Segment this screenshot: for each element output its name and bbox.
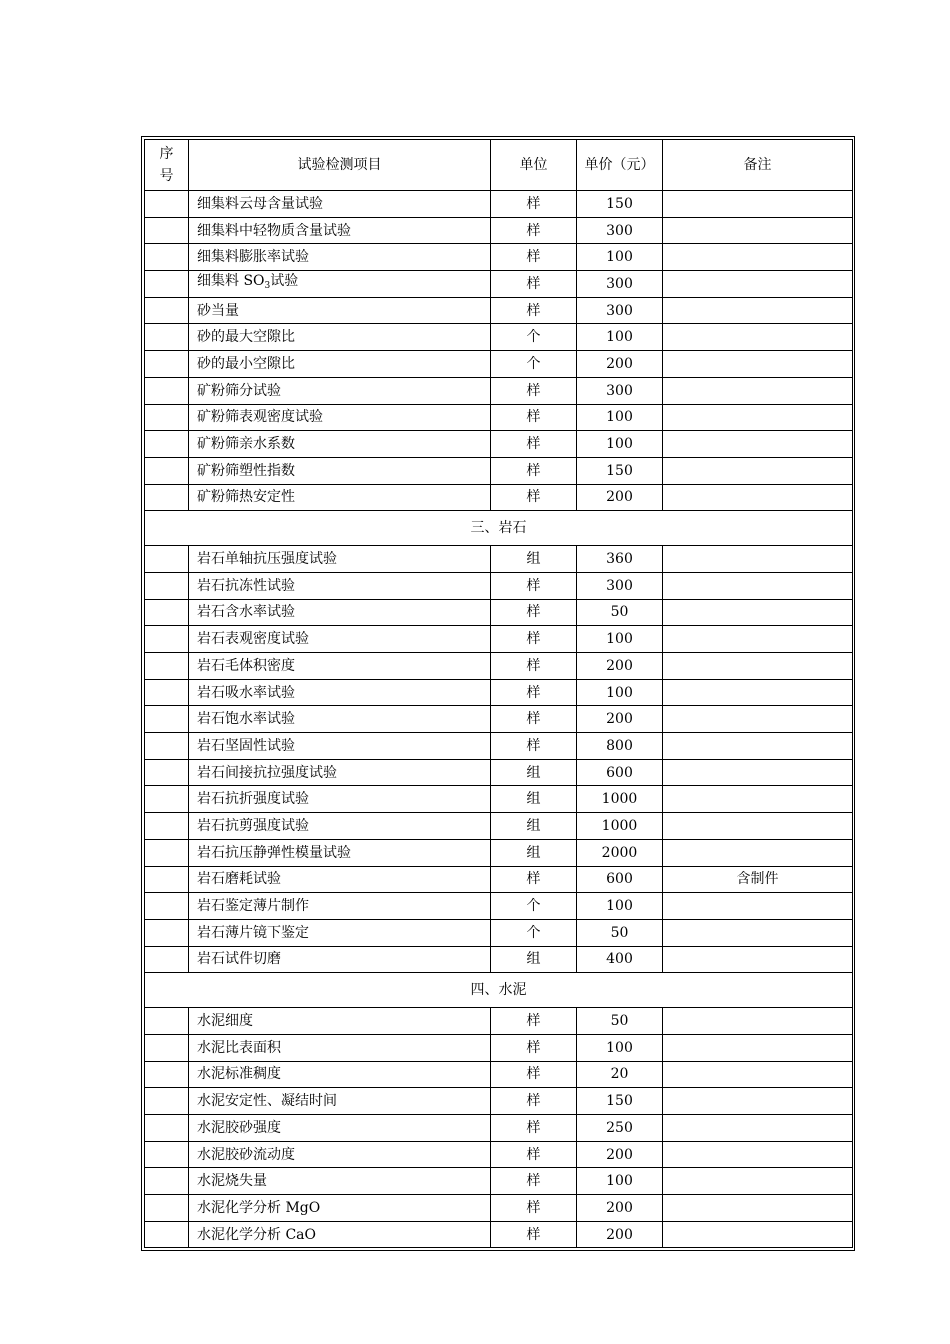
row-item-cell: 矿粉筛亲水系数 [189,431,491,458]
row-item-cell: 岩石间接抗拉强度试验 [189,759,491,786]
row-unit-cell: 组 [491,813,577,840]
row-index-cell [145,919,189,946]
row-price-cell: 100 [577,1168,663,1195]
row-item-cell: 水泥安定性、凝结时间 [189,1088,491,1115]
row-item-cell: 水泥比表面积 [189,1034,491,1061]
row-price-cell: 200 [577,706,663,733]
row-unit-cell: 样 [491,653,577,680]
row-note-cell [663,457,853,484]
row-price-cell: 300 [577,271,663,298]
table-row [145,1008,853,1035]
row-price-cell: 1000 [577,786,663,813]
row-index-cell [145,679,189,706]
table-row [145,759,853,786]
row-item-cell: 水泥化学分析 MgO [189,1195,491,1222]
row-note-cell [663,786,853,813]
table-row [145,626,853,653]
row-note-cell [663,377,853,404]
row-price-cell: 100 [577,1034,663,1061]
table-row [145,457,853,484]
header-unit: 单位 [491,140,577,191]
price-table-frame [141,136,855,1251]
table-row [145,217,853,244]
row-index-cell [145,1034,189,1061]
table-row [145,404,853,431]
row-price-cell: 600 [577,866,663,893]
table-row [145,813,853,840]
row-note-cell [663,1061,853,1088]
row-index-cell [145,1141,189,1168]
row-item-cell: 岩石单轴抗压强度试验 [189,546,491,573]
row-index-cell [145,946,189,973]
row-unit-cell: 样 [491,706,577,733]
row-item-cell: 岩石毛体积密度 [189,653,491,680]
row-index-cell [145,839,189,866]
section-title: 三、岩石 [145,511,853,546]
row-item-cell: 细集料云母含量试验 [189,191,491,218]
row-index-cell [145,1061,189,1088]
row-unit-cell: 样 [491,679,577,706]
row-price-cell: 300 [577,217,663,244]
row-index-cell [145,217,189,244]
row-unit-cell: 样 [491,1195,577,1222]
row-unit-cell: 样 [491,244,577,271]
row-price-cell: 200 [577,351,663,378]
row-unit-cell: 个 [491,893,577,920]
table-row [145,919,853,946]
row-note-cell [663,839,853,866]
table-row [145,297,853,324]
section-header-row [145,973,853,1008]
header-item: 试验检测项目 [189,140,491,191]
row-note-cell [663,653,853,680]
row-index-cell [145,733,189,760]
row-price-cell: 2000 [577,839,663,866]
table-row [145,653,853,680]
row-note-cell [663,217,853,244]
row-unit-cell: 个 [491,324,577,351]
table-row [145,893,853,920]
price-table [144,139,853,1248]
row-index-cell [145,1008,189,1035]
row-item-cell: 砂当量 [189,297,491,324]
row-price-cell: 150 [577,457,663,484]
header-index-line1: 序 [159,146,174,162]
row-index-cell [145,866,189,893]
row-note-cell [663,572,853,599]
row-price-cell: 300 [577,572,663,599]
row-note-cell [663,1141,853,1168]
row-index-cell [145,297,189,324]
row-index-cell [145,1221,189,1248]
row-item-prefix: 细集料 SO [197,273,265,290]
row-note-cell [663,919,853,946]
row-index-cell [145,786,189,813]
row-note-cell [663,1221,853,1248]
row-note-cell [663,271,853,298]
header-note: 备注 [663,140,853,191]
table-row [145,786,853,813]
row-price-cell: 800 [577,733,663,760]
row-index-cell [145,1115,189,1142]
row-note-cell [663,1115,853,1142]
table-row [145,572,853,599]
row-unit-cell: 样 [491,1061,577,1088]
row-item-cell: 岩石坚固性试验 [189,733,491,760]
row-price-cell: 50 [577,919,663,946]
row-unit-cell: 个 [491,919,577,946]
row-unit-cell: 样 [491,297,577,324]
row-note-cell [663,297,853,324]
row-price-cell: 100 [577,244,663,271]
row-price-cell: 200 [577,484,663,511]
row-index-cell [145,572,189,599]
row-item-cell: 岩石饱水率试验 [189,706,491,733]
row-item-cell: 砂的最大空隙比 [189,324,491,351]
row-price-cell: 150 [577,1088,663,1115]
row-index-cell [145,457,189,484]
row-unit-cell: 组 [491,786,577,813]
table-row [145,377,853,404]
row-price-cell: 50 [577,599,663,626]
row-price-cell: 100 [577,679,663,706]
row-price-cell: 1000 [577,813,663,840]
row-index-cell [145,484,189,511]
table-row [145,191,853,218]
table-row [145,733,853,760]
table-row [145,324,853,351]
row-index-cell [145,1195,189,1222]
row-note-cell [663,733,853,760]
row-index-cell [145,377,189,404]
row-item-cell: 矿粉筛分试验 [189,377,491,404]
table-row [145,946,853,973]
row-note-cell [663,706,853,733]
row-unit-cell: 样 [491,191,577,218]
row-unit-cell: 组 [491,546,577,573]
row-item-cell: 岩石磨耗试验 [189,866,491,893]
header-index [145,140,189,191]
row-note-cell [663,893,853,920]
row-unit-cell: 样 [491,1168,577,1195]
row-unit-cell: 样 [491,1008,577,1035]
row-item-cell: 水泥胶砂流动度 [189,1141,491,1168]
row-note-cell [663,191,853,218]
row-unit-cell: 样 [491,484,577,511]
table-row [145,271,853,298]
row-item-cell: 水泥胶砂强度 [189,1115,491,1142]
header-price: 单价（元） [577,140,663,191]
row-price-cell: 300 [577,297,663,324]
row-price-cell: 50 [577,1008,663,1035]
row-unit-cell: 组 [491,839,577,866]
row-item-suffix: 试验 [270,273,299,290]
row-note-cell [663,484,853,511]
row-unit-cell: 样 [491,271,577,298]
row-unit-cell: 样 [491,1141,577,1168]
row-price-cell: 360 [577,546,663,573]
table-row [145,1115,853,1142]
row-note-cell [663,626,853,653]
section-header-row [145,511,853,546]
table-row [145,599,853,626]
row-item-cell: 砂的最小空隙比 [189,351,491,378]
section-title: 四、水泥 [145,973,853,1008]
row-note-cell [663,599,853,626]
row-note-cell [663,244,853,271]
row-price-cell: 600 [577,759,663,786]
table-row [145,546,853,573]
row-item-cell: 岩石吸水率试验 [189,679,491,706]
row-note-cell [663,1008,853,1035]
row-unit-cell: 样 [491,404,577,431]
table-row [145,1061,853,1088]
row-note-cell: 含制件 [663,866,853,893]
row-unit-cell: 样 [491,1088,577,1115]
row-unit-cell: 样 [491,377,577,404]
table-row [145,244,853,271]
row-item-cell: 矿粉筛热安定性 [189,484,491,511]
row-item-cell: 岩石薄片镜下鉴定 [189,919,491,946]
table-row [145,1141,853,1168]
table-row [145,1168,853,1195]
row-item-cell: 细集料膨胀率试验 [189,244,491,271]
row-note-cell [663,431,853,458]
row-price-cell: 100 [577,431,663,458]
row-item-subscript: 3 [264,281,271,292]
row-item-cell: 岩石抗冻性试验 [189,572,491,599]
row-note-cell [663,1195,853,1222]
row-price-cell: 100 [577,626,663,653]
row-note-cell [663,679,853,706]
row-index-cell [145,191,189,218]
row-note-cell [663,324,853,351]
row-index-cell [145,431,189,458]
table-row [145,1088,853,1115]
row-unit-cell: 样 [491,733,577,760]
row-item-cell: 岩石表观密度试验 [189,626,491,653]
row-item-cell: 岩石鉴定薄片制作 [189,893,491,920]
row-index-cell [145,653,189,680]
row-unit-cell: 样 [491,599,577,626]
row-unit-cell: 组 [491,946,577,973]
row-note-cell [663,1088,853,1115]
table-row [145,1221,853,1248]
row-unit-cell: 样 [491,1115,577,1142]
row-price-cell: 200 [577,1195,663,1222]
row-item-cell: 岩石抗压静弹性模量试验 [189,839,491,866]
row-unit-cell: 组 [491,759,577,786]
row-item-cell: 岩石含水率试验 [189,599,491,626]
row-price-cell: 150 [577,191,663,218]
row-unit-cell: 样 [491,457,577,484]
table-row [145,706,853,733]
row-item-cell [189,271,491,298]
table-row [145,351,853,378]
row-index-cell [145,706,189,733]
table-header-row [145,140,853,191]
row-index-cell [145,1088,189,1115]
row-price-cell: 100 [577,893,663,920]
row-note-cell [663,404,853,431]
row-note-cell [663,351,853,378]
row-price-cell: 200 [577,1221,663,1248]
header-index-line2: 号 [159,168,174,184]
table-row [145,679,853,706]
row-price-cell: 200 [577,1141,663,1168]
row-index-cell [145,759,189,786]
row-unit-cell: 样 [491,572,577,599]
row-index-cell [145,626,189,653]
row-price-cell: 250 [577,1115,663,1142]
row-index-cell [145,324,189,351]
row-item-cell: 水泥化学分析 CaO [189,1221,491,1248]
row-index-cell [145,1168,189,1195]
row-index-cell [145,351,189,378]
row-note-cell [663,1168,853,1195]
row-index-cell [145,546,189,573]
row-item-cell: 细集料中轻物质含量试验 [189,217,491,244]
row-unit-cell: 样 [491,217,577,244]
row-price-cell: 300 [577,377,663,404]
row-unit-cell: 样 [491,626,577,653]
row-item-cell: 岩石抗折强度试验 [189,786,491,813]
row-item-cell: 水泥细度 [189,1008,491,1035]
table-row [145,1034,853,1061]
row-note-cell [663,1034,853,1061]
table-row [145,1195,853,1222]
row-unit-cell: 样 [491,1221,577,1248]
row-index-cell [145,813,189,840]
row-item-cell: 矿粉筛表观密度试验 [189,404,491,431]
row-index-cell [145,244,189,271]
table-row [145,484,853,511]
row-unit-cell: 样 [491,431,577,458]
row-price-cell: 200 [577,653,663,680]
row-index-cell [145,404,189,431]
row-price-cell: 100 [577,404,663,431]
table-row [145,431,853,458]
row-index-cell [145,599,189,626]
row-index-cell [145,271,189,298]
row-item-cell: 岩石抗剪强度试验 [189,813,491,840]
row-item-cell: 岩石试件切磨 [189,946,491,973]
table-row [145,866,853,893]
table-row [145,839,853,866]
row-price-cell: 20 [577,1061,663,1088]
row-note-cell [663,546,853,573]
row-unit-cell: 个 [491,351,577,378]
row-price-cell: 400 [577,946,663,973]
row-unit-cell: 样 [491,1034,577,1061]
row-item-cell: 矿粉筛塑性指数 [189,457,491,484]
row-item-cell: 水泥烧失量 [189,1168,491,1195]
row-note-cell [663,813,853,840]
row-note-cell [663,946,853,973]
row-item-cell: 水泥标准稠度 [189,1061,491,1088]
row-unit-cell: 样 [491,866,577,893]
row-price-cell: 100 [577,324,663,351]
row-index-cell [145,893,189,920]
row-note-cell [663,759,853,786]
